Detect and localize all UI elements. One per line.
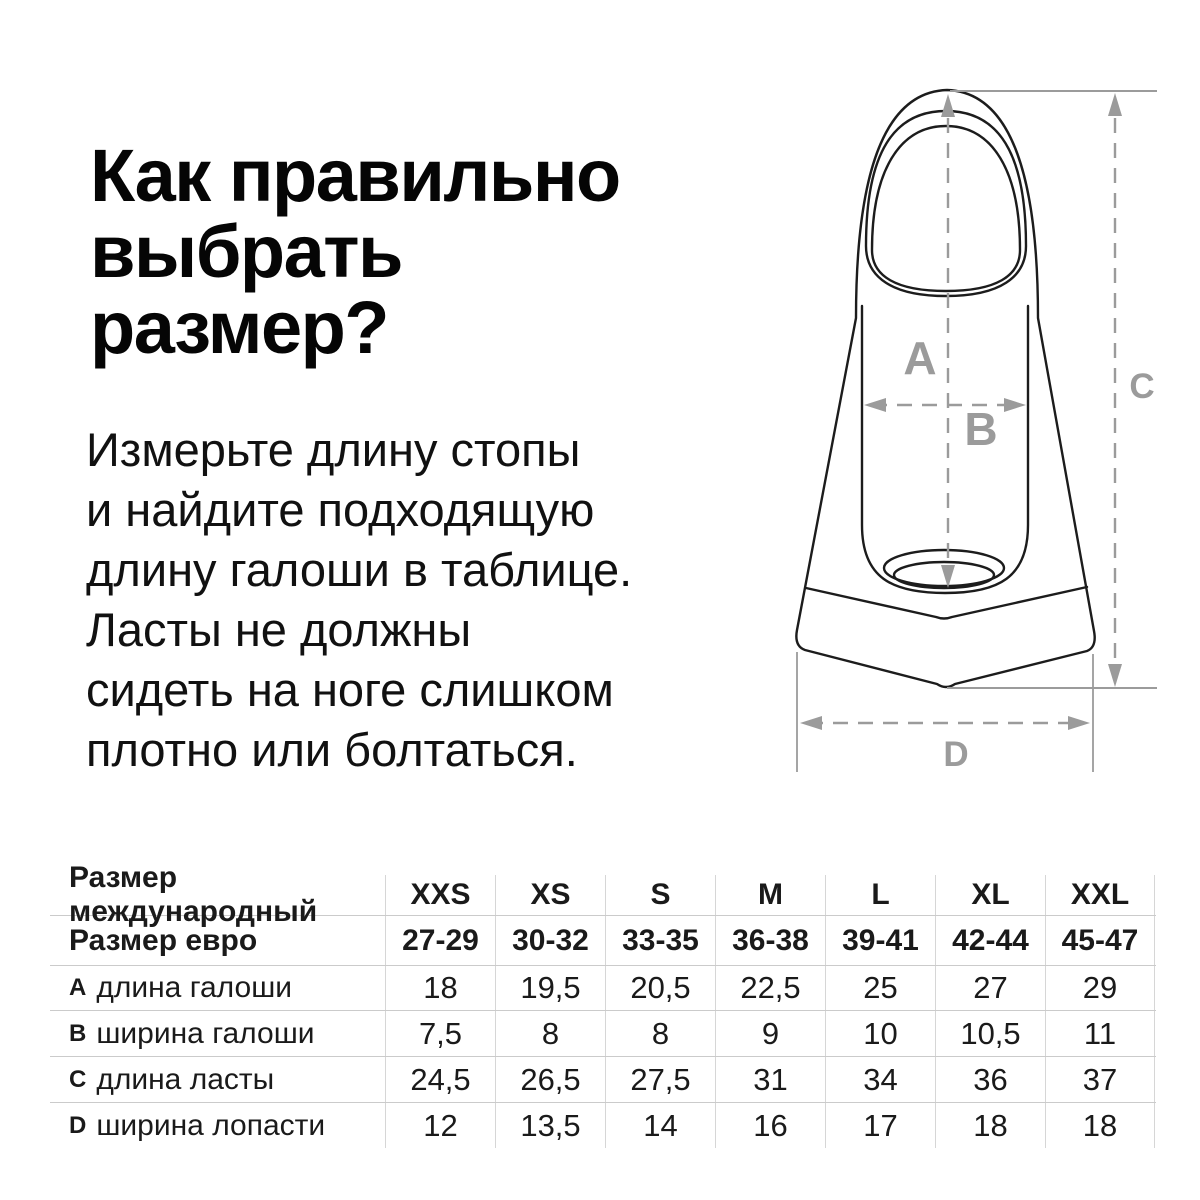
arrowhead-a-up xyxy=(941,94,955,117)
header-cell: 36-38 xyxy=(715,916,825,965)
value-cell: 10 xyxy=(825,1011,935,1056)
value-cell: 20,5 xyxy=(605,966,715,1010)
arrowhead-d-right xyxy=(1068,716,1090,730)
table-row-d-blade-width xyxy=(50,1103,1156,1148)
header-cell: 39-41 xyxy=(825,916,935,965)
dimension-label-a: A xyxy=(903,332,937,384)
header-cell: M xyxy=(715,875,825,915)
value-cell: 25 xyxy=(825,966,935,1010)
arrowhead-c-down xyxy=(1108,664,1122,687)
row-label-text: ширина галоши xyxy=(96,1016,315,1050)
value-cell: 11 xyxy=(1045,1011,1155,1056)
value-cell: 34 xyxy=(825,1057,935,1102)
value-cell: 36 xyxy=(935,1057,1045,1102)
header-cell: 42-44 xyxy=(935,916,1045,965)
arrowhead-b-right xyxy=(1004,398,1026,412)
title-line: выбрать xyxy=(90,210,402,293)
row-label xyxy=(50,1103,385,1148)
value-cell: 17 xyxy=(825,1103,935,1148)
value-cell: 19,5 xyxy=(495,966,605,1010)
row-label-text: длина ласты xyxy=(96,1062,275,1096)
value-cell: 18 xyxy=(1045,1103,1155,1148)
table-row-euro xyxy=(50,916,1156,966)
value-cell: 10,5 xyxy=(935,1011,1045,1056)
value-cell: 18 xyxy=(935,1103,1045,1148)
header-cell: XL xyxy=(935,875,1045,915)
value-cell: 22,5 xyxy=(715,966,825,1010)
header-cell: S xyxy=(605,875,715,915)
header-cell: 45-47 xyxy=(1045,916,1155,965)
row-label: Размер международный xyxy=(69,861,318,928)
value-cell: 27,5 xyxy=(605,1057,715,1102)
header-cell: 33-35 xyxy=(605,916,715,965)
description-line: Измерьте длину стопы xyxy=(86,423,581,476)
description-line: сидеть на ноге слишком xyxy=(86,663,614,716)
row-label-text: длина галоши xyxy=(96,971,293,1004)
foot-opening-rim xyxy=(866,111,1026,296)
table-row-a-galosh-length xyxy=(50,966,1156,1011)
value-cell: 26,5 xyxy=(495,1057,605,1102)
value-cell: 24,5 xyxy=(385,1057,495,1102)
table-row-b-galosh-width xyxy=(50,1011,1156,1057)
value-cell: 9 xyxy=(715,1011,825,1056)
dimension-label-d: D xyxy=(943,735,969,774)
value-cell: 18 xyxy=(385,966,495,1010)
row-label-text: ширина лопасти xyxy=(96,1108,326,1142)
value-cell: 14 xyxy=(605,1103,715,1148)
description-line: плотно или болтаться. xyxy=(86,723,578,776)
value-cell: 12 xyxy=(385,1103,495,1148)
header-cell: XS xyxy=(495,875,605,915)
value-cell: 29 xyxy=(1045,966,1155,1010)
description-line: длину галоши в таблице. xyxy=(86,543,633,596)
arrowhead-d-left xyxy=(800,716,822,730)
dimension-label-b: B xyxy=(964,403,998,455)
fin-outline xyxy=(796,90,1094,687)
value-cell: 13,5 xyxy=(495,1103,605,1148)
row-letter: С xyxy=(69,1065,87,1093)
value-cell: 7,5 xyxy=(385,1011,495,1056)
table-row-international xyxy=(50,861,1156,928)
row-label xyxy=(50,966,385,1010)
arrowhead-a-down xyxy=(941,565,955,588)
row-letter: В xyxy=(69,1019,87,1047)
row-letter: А xyxy=(69,974,87,1001)
header-cell: 30-32 xyxy=(495,916,605,965)
value-cell: 31 xyxy=(715,1057,825,1102)
title-line: размер? xyxy=(90,286,389,369)
arrowhead-b-left xyxy=(864,398,886,412)
size-table xyxy=(50,861,1156,1148)
header-cell: 27-29 xyxy=(385,916,495,965)
dimension-label-c: C xyxy=(1129,367,1155,406)
arrowhead-c-up xyxy=(1108,93,1122,116)
blade-chevron-line xyxy=(806,587,1087,619)
header-cell: XXS xyxy=(385,875,495,915)
row-letter: D xyxy=(69,1111,87,1139)
row-label xyxy=(50,1057,385,1102)
row-label xyxy=(50,1011,385,1056)
table-row-c-fin-length xyxy=(50,1057,1156,1103)
description-line: и найдите подходящую xyxy=(86,483,595,536)
row-label: Размер евро xyxy=(69,923,258,957)
value-cell: 27 xyxy=(935,966,1045,1010)
value-cell: 16 xyxy=(715,1103,825,1148)
value-cell: 8 xyxy=(495,1011,605,1056)
header-cell: L xyxy=(825,875,935,915)
foot-opening-inner xyxy=(872,126,1020,291)
header-cell: XXL xyxy=(1045,875,1155,915)
value-cell: 8 xyxy=(605,1011,715,1056)
title-line: Как правильно xyxy=(90,134,620,217)
value-cell: 37 xyxy=(1045,1057,1155,1102)
description-line: Ласты не должны xyxy=(86,603,472,656)
